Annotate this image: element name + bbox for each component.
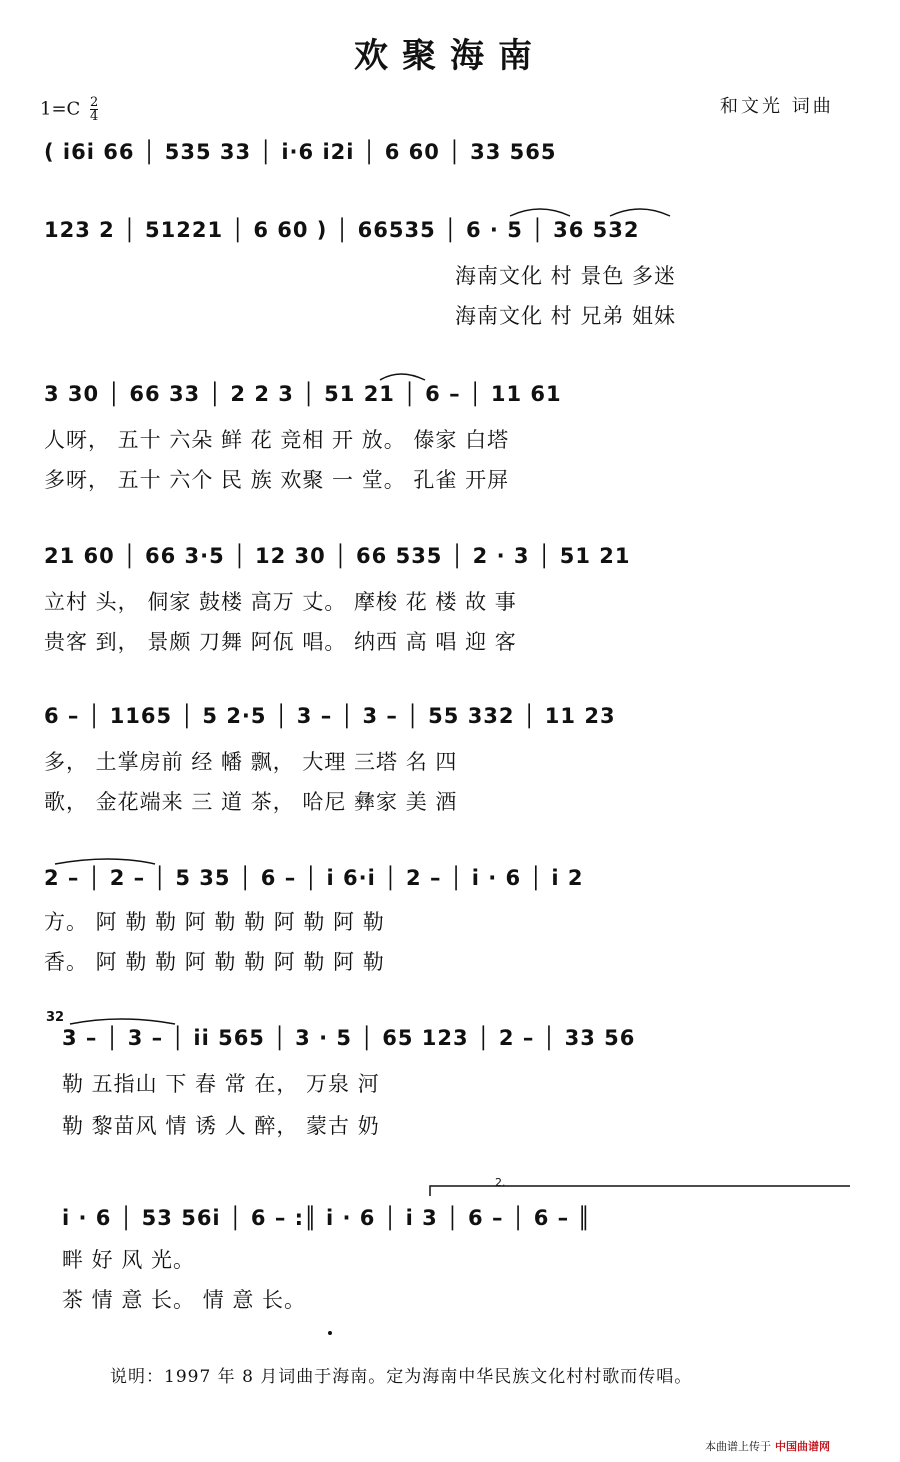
grace-note-mark: 32 <box>46 1010 65 1025</box>
slur-row2b <box>610 209 670 216</box>
score-row-7-lyrics-1: 勒 五指山 下 春 常 在， 万泉 河 <box>62 1072 380 1096</box>
score-row-2-lyrics-2: 海南文化 村 兄弟 姐妹 <box>455 304 677 328</box>
footer-text: 本曲谱上传于 <box>705 1440 771 1453</box>
score-row-6-notes: 2 – │ 2 – │ 5 35 │ 6 – │ i 6·i │ 2 – │ i · 6 │ i 2 <box>44 866 584 890</box>
fermata-dot <box>328 1331 332 1335</box>
second-ending-mark: 2. <box>495 1176 506 1189</box>
score-row-3-lyrics-1: 人呀， 五十 六朵 鲜 花 竞相 开 放。 傣家 白塔 <box>44 428 510 452</box>
score-row-7-notes: 3 – │ 3 – │ ii 565 │ 3 · 5 │ 65 123 │ 2 – │ 33 56 <box>62 1026 636 1050</box>
score-row-4-lyrics-2: 贵客 到， 景颇 刀舞 阿佤 唱。 纳西 高 唱 迎 客 <box>44 630 517 654</box>
key-text: 1=C <box>40 98 81 120</box>
score-row-8-lyrics-1: 畔 好 风 光。 <box>62 1248 196 1272</box>
score-row-3-lyrics-2: 多呀， 五十 六个 民 族 欢聚 一 堂。 孔雀 开屏 <box>44 468 510 492</box>
footer-site-link[interactable]: 中国曲谱网 <box>775 1440 830 1453</box>
meter-bottom: 4 <box>90 109 99 124</box>
score-row-5-lyrics-2: 歌， 金花端来 三 道 茶， 哈尼 彝家 美 酒 <box>44 790 458 814</box>
song-note: 说明：1997 年 8 月词曲于海南。定为海南中华民族文化村村歌而传唱。 <box>110 1367 693 1387</box>
score-row-1-notes: ( i6i 66 │ 535 33 │ i·6 i2i │ 6 60 │ 33 565 <box>44 140 557 164</box>
score-row-2-lyrics-1: 海南文化 村 景色 多迷 <box>455 264 677 288</box>
slur-row6 <box>55 859 155 864</box>
score-row-7-lyrics-2: 勒 黎苗风 情 诱 人 醉， 蒙古 奶 <box>62 1114 380 1138</box>
score-row-4-notes: 21 60 │ 66 3·5 │ 12 30 │ 66 535 │ 2 · 3 │ 51 21 <box>44 544 631 568</box>
score-row-4-lyrics-1: 立村 头， 侗家 鼓楼 高万 丈。 摩梭 花 楼 故 事 <box>44 590 517 614</box>
footer <box>705 1438 830 1454</box>
slur-row3 <box>380 374 425 380</box>
score-row-8-notes: i · 6 │ 53 56i │ 6 – :║ i · 6 │ i 3 │ 6 – │ 6 – ║ <box>62 1206 592 1230</box>
score-row-3-notes: 3 30 │ 66 33 │ 2 2 3 │ 51 21 │ 6 – │ 11 61 <box>44 382 562 406</box>
slur-row2 <box>510 209 570 216</box>
score-row-6-lyrics-2: 香。 阿 勒 勒 阿 勒 勒 阿 勒 阿 勒 <box>44 950 385 974</box>
score-row-6-lyrics-1: 方。 阿 勒 勒 阿 勒 勒 阿 勒 阿 勒 <box>44 910 385 934</box>
score-row-8-lyrics-2: 茶 情 意 长。 情 意 长。 <box>62 1288 307 1312</box>
meter-top: 2 <box>90 95 99 110</box>
score-row-5-lyrics-1: 多， 土掌房前 经 幡 飘， 大理 三塔 名 四 <box>44 750 458 774</box>
song-title: 欢聚海南 <box>354 36 546 76</box>
score-row-5-notes: 6 – │ 1165 │ 5 2·5 │ 3 – │ 3 – │ 55 332 │ 11 23 <box>44 704 616 728</box>
second-ending-bracket <box>430 1186 850 1196</box>
slur-row7 <box>70 1019 175 1024</box>
author-credit: 和文光 词曲 <box>720 96 834 117</box>
score-row-2-notes: 123 2 │ 51221 │ 6 60 ) │ 66535 │ 6 · 5 │ 36 532 <box>44 218 640 242</box>
